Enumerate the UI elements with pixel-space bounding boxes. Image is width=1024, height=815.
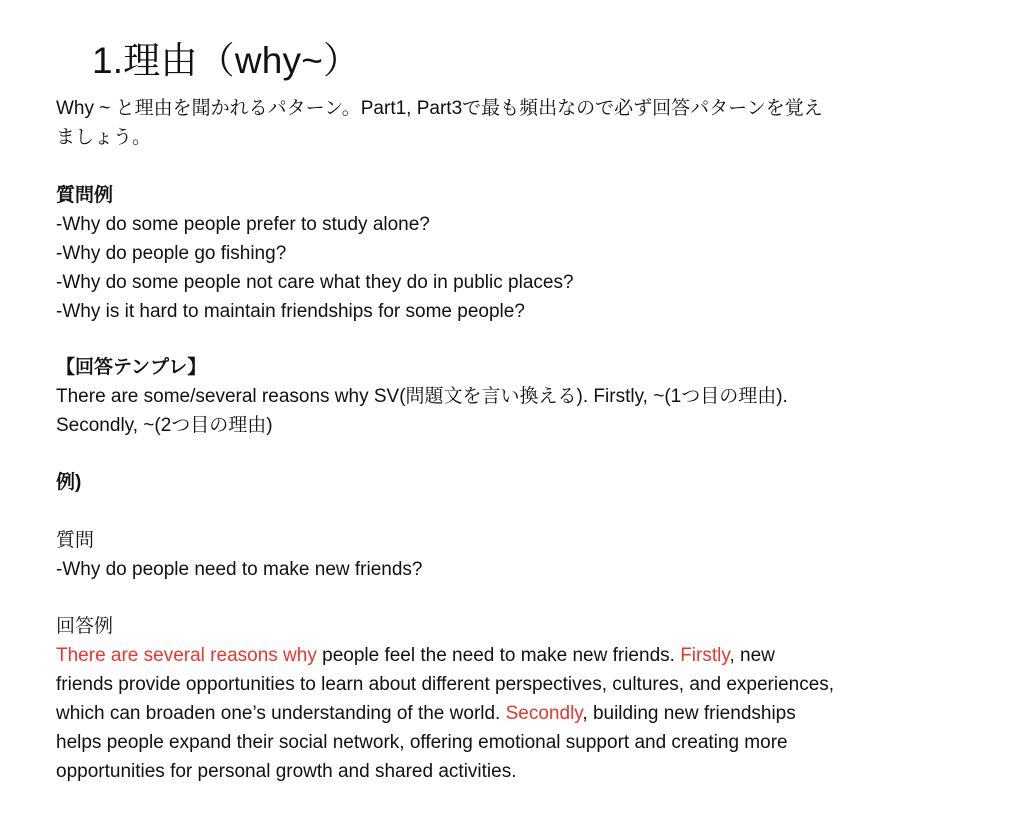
intro-paragraph: [56, 94, 823, 152]
answer-text: , building new friendships: [582, 703, 796, 724]
answer-template: [56, 353, 788, 440]
answer-text: people feel the need to make new friends.: [316, 645, 681, 666]
section-heading-answer-template: 【回答テンプレ】: [56, 357, 207, 378]
sample-question: [56, 526, 423, 584]
answer-text: , new: [729, 645, 775, 666]
sample-question-text: -Why do people need to make new friends?: [56, 559, 423, 580]
sample-answer-label: 回答例: [56, 616, 114, 637]
intro-line: ましょう。: [56, 127, 152, 148]
answer-line: helps people expand their social network, offering emotional support and creating more: [56, 732, 788, 753]
page-title: 1.理由（why~）: [92, 40, 361, 81]
answer-line: [56, 699, 834, 728]
answer-line: friends provide opportunities to learn about different perspectives, cultures, and experiences,: [56, 674, 835, 695]
template-line: Secondly, ~(2つ目の理由): [56, 415, 273, 436]
example-question: -Why do some people not care what they do in public places?: [56, 272, 574, 293]
answer-line: [56, 641, 834, 670]
example-question: -Why do some people prefer to study alone?: [56, 214, 430, 235]
question-examples: [56, 181, 574, 326]
section-heading-example: 例): [56, 472, 82, 493]
highlight-phrase: Secondly: [505, 703, 583, 724]
highlight-phrase: There are several reasons why: [56, 645, 317, 666]
section-heading-question-examples: 質問例: [56, 185, 114, 206]
sample-question-label: 質問: [56, 530, 95, 551]
answer-text: which can broaden one’s understanding of the world.: [56, 703, 506, 724]
example-section: [56, 468, 81, 497]
example-question: -Why is it hard to maintain friendships for some people?: [56, 301, 525, 322]
template-line: There are some/several reasons why SV(問題文を言い換える). Firstly, ~(1つ目の理由).: [56, 386, 788, 407]
answer-line: opportunities for personal growth and shared activities.: [56, 761, 517, 782]
intro-line: Why ~ と理由を聞かれるパターン。Part1, Part3で最も頻出なので必ず回答パターンを覚え: [56, 98, 823, 119]
highlight-phrase: Firstly: [680, 645, 730, 666]
example-question: -Why do people go fishing?: [56, 243, 287, 264]
sample-answer: [56, 612, 834, 786]
